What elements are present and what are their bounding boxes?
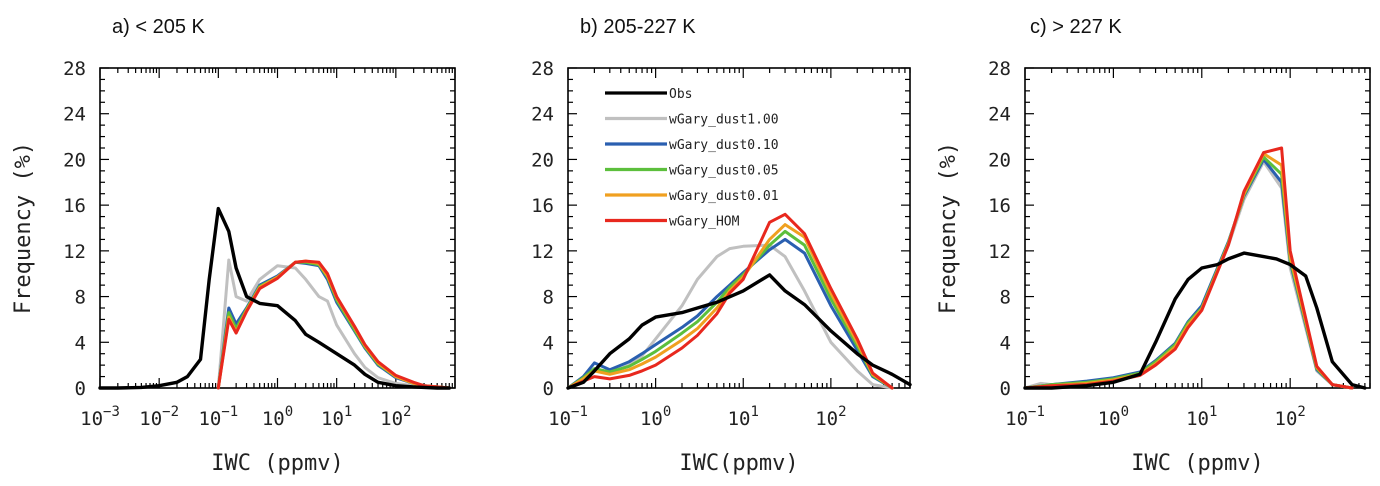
y-tick-label: 24 xyxy=(988,103,1011,126)
x-tick-label: $10^2$ xyxy=(1274,404,1306,430)
legend-label: wGary_dust1.00 xyxy=(669,112,779,128)
panel-1 xyxy=(11,16,455,476)
panel-2 xyxy=(531,16,910,476)
series-line-obs xyxy=(100,209,449,388)
y-tick-label: 28 xyxy=(988,58,1011,80)
legend-label: Obs xyxy=(669,87,693,102)
legend-label: wGary_dust0.01 xyxy=(669,189,779,204)
y-tick-label: 24 xyxy=(63,103,86,126)
y-tick-label: 4 xyxy=(542,332,554,355)
y-tick-label: 8 xyxy=(999,286,1011,309)
y-tick-label: 16 xyxy=(988,195,1011,218)
y-tick-label: 0 xyxy=(74,378,86,400)
series-line-wgary-hom xyxy=(568,214,892,388)
y-tick-label: 12 xyxy=(531,240,554,263)
x-axis-label: IWC (ppmv) xyxy=(211,451,344,476)
series-line-wgary-hom xyxy=(218,261,449,388)
panel-title: c) > 227 K xyxy=(1030,16,1122,38)
series-line-wgary-hom xyxy=(1025,148,1352,388)
y-axis-label: Frequency (%) xyxy=(11,141,36,315)
y-tick-label: 0 xyxy=(542,378,554,400)
x-axis-label: IWC(ppmv) xyxy=(679,451,799,476)
panel-3 xyxy=(936,16,1370,476)
y-axis-label: Frequency (%) xyxy=(936,141,961,315)
y-tick-label: 4 xyxy=(74,332,86,355)
series-line-wgary-dust1-00 xyxy=(218,260,449,388)
series-line-wgary-dust0-01 xyxy=(1025,154,1352,388)
y-tick-label: 16 xyxy=(63,195,86,218)
x-tick-label: $10^{-1}$ xyxy=(198,404,239,430)
x-tick-label: $10^{-1}$ xyxy=(1005,404,1045,430)
y-tick-label: 0 xyxy=(999,378,1011,400)
y-tick-label: 8 xyxy=(74,286,86,309)
y-tick-label: 12 xyxy=(63,240,86,263)
legend-label: wGary_dust0.10 xyxy=(669,138,779,153)
x-tick-label: $10^1$ xyxy=(727,404,759,430)
legend-label: wGary_dust0.05 xyxy=(669,163,779,179)
series-line-wgary-dust0-05 xyxy=(218,262,449,388)
series-line-wgary-dust0-01 xyxy=(218,261,449,388)
y-tick-label: 4 xyxy=(999,332,1011,355)
x-tick-label: $10^1$ xyxy=(321,404,353,430)
y-tick-label: 12 xyxy=(988,240,1011,263)
y-tick-label: 28 xyxy=(531,58,554,80)
x-tick-label: $10^1$ xyxy=(1186,404,1218,430)
x-axis-label: IWC (ppmv) xyxy=(1131,451,1264,476)
y-tick-label: 24 xyxy=(531,103,554,126)
legend-label: wGary_HOM xyxy=(669,214,740,230)
x-tick-label: $10^2$ xyxy=(380,404,412,430)
x-tick-label: $10^0$ xyxy=(261,404,294,430)
x-tick-label: $10^2$ xyxy=(815,404,847,430)
x-tick-label: $10^0$ xyxy=(1097,404,1130,430)
y-tick-label: 20 xyxy=(63,149,86,172)
x-tick-label: $10^0$ xyxy=(639,404,672,430)
x-tick-label: $10^{-3}$ xyxy=(80,404,120,430)
panel-title: b) 205-227 K xyxy=(580,16,696,38)
y-tick-label: 20 xyxy=(988,149,1011,172)
x-tick-label: $10^{-2}$ xyxy=(139,404,180,430)
y-tick-label: 16 xyxy=(531,195,554,218)
x-tick-label: $10^{-1}$ xyxy=(548,404,588,430)
legend xyxy=(605,87,779,230)
y-tick-label: 8 xyxy=(542,286,554,309)
plot-frame xyxy=(100,68,455,388)
plot-frame xyxy=(1025,68,1370,388)
series-line-wgary-dust0-10 xyxy=(218,262,449,388)
panel-title: a) < 205 K xyxy=(112,16,205,38)
y-tick-label: 20 xyxy=(531,149,554,172)
y-tick-label: 28 xyxy=(63,58,86,80)
